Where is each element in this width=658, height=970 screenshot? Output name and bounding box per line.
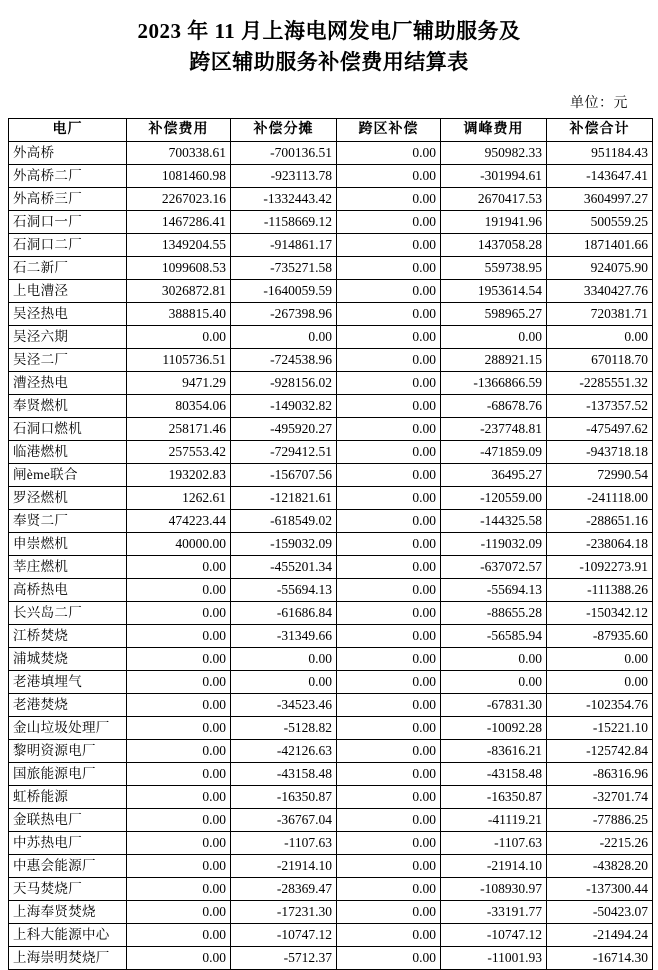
table-row (9, 717, 653, 740)
cell-plant-name: 外高桥二厂 (9, 165, 127, 188)
cell-value: 258171.46 (127, 418, 231, 441)
table-row (9, 602, 653, 625)
cell-plant-name: 长兴岛二厂 (9, 602, 127, 625)
cell-plant-name: 江桥焚烧 (9, 625, 127, 648)
cell-value: 0.00 (127, 648, 231, 671)
cell-value: -943718.18 (547, 441, 653, 464)
table-row (9, 832, 653, 855)
cell-value: 388815.40 (127, 303, 231, 326)
cell-plant-name: 石洞口燃机 (9, 418, 127, 441)
cell-value: 0.00 (337, 878, 441, 901)
table-row (9, 165, 653, 188)
cell-plant-name: 中苏热电厂 (9, 832, 127, 855)
page-title (8, 16, 650, 78)
cell-value: 0.00 (441, 326, 547, 349)
table-row (9, 441, 653, 464)
cell-value: 0.00 (127, 717, 231, 740)
cell-value: -1158669.12 (231, 211, 337, 234)
cell-value: 0.00 (337, 855, 441, 878)
cell-value: 0.00 (337, 326, 441, 349)
cell-value: 0.00 (127, 878, 231, 901)
cell-value: 9471.29 (127, 372, 231, 395)
cell-value: 3340427.76 (547, 280, 653, 303)
cell-value: 0.00 (231, 671, 337, 694)
cell-plant-name: 奉贤二厂 (9, 510, 127, 533)
table-row (9, 855, 653, 878)
cell-value: 0.00 (337, 556, 441, 579)
cell-value: -10092.28 (441, 717, 547, 740)
cell-value: 474223.44 (127, 510, 231, 533)
table-row (9, 947, 653, 970)
cell-value: 193202.83 (127, 464, 231, 487)
cell-value: -67831.30 (441, 694, 547, 717)
cell-value: 0.00 (127, 832, 231, 855)
cell-value: 0.00 (337, 694, 441, 717)
cell-value: 0.00 (127, 579, 231, 602)
cell-plant-name: 上海奉贤焚烧 (9, 901, 127, 924)
cell-plant-name: 金山垃圾处理厂 (9, 717, 127, 740)
cell-plant-name: 上科大能源中心 (9, 924, 127, 947)
table-row (9, 349, 653, 372)
table-row (9, 625, 653, 648)
table-row (9, 280, 653, 303)
cell-plant-name: 上海崇明焚烧厂 (9, 947, 127, 970)
cell-value: -42126.63 (231, 740, 337, 763)
cell-plant-name: 上电漕泾 (9, 280, 127, 303)
table-row (9, 464, 653, 487)
table-row (9, 671, 653, 694)
table-row (9, 418, 653, 441)
cell-value: -108930.97 (441, 878, 547, 901)
cell-value: -43828.20 (547, 855, 653, 878)
table-row (9, 694, 653, 717)
cell-value: 0.00 (231, 326, 337, 349)
table-row (9, 786, 653, 809)
cell-value: -2215.26 (547, 832, 653, 855)
cell-value: 80354.06 (127, 395, 231, 418)
cell-value: -61686.84 (231, 602, 337, 625)
cell-value: -471859.09 (441, 441, 547, 464)
table-row (9, 142, 653, 165)
cell-value: 951184.43 (547, 142, 653, 165)
page-title-line-1: 2023 年 11 月上海电网发电厂辅助服务及 (137, 19, 521, 43)
cell-value: -700136.51 (231, 142, 337, 165)
cell-value: 40000.00 (127, 533, 231, 556)
column-header-compensation-share: 补偿分摊 (231, 119, 337, 142)
cell-value: 0.00 (127, 947, 231, 970)
cell-plant-name: 临港燃机 (9, 441, 127, 464)
cell-value: -119032.09 (441, 533, 547, 556)
table-row (9, 510, 653, 533)
cell-value: 0.00 (127, 740, 231, 763)
cell-value: -137300.44 (547, 878, 653, 901)
cell-value: 2267023.16 (127, 188, 231, 211)
cell-value: 1081460.98 (127, 165, 231, 188)
cell-value: 0.00 (337, 441, 441, 464)
cell-value: -144325.58 (441, 510, 547, 533)
cell-value: 0.00 (127, 602, 231, 625)
cell-value: 0.00 (127, 326, 231, 349)
table-row (9, 556, 653, 579)
cell-plant-name: 老港填埋气 (9, 671, 127, 694)
cell-value: -16350.87 (441, 786, 547, 809)
column-header-cross-region-compensation: 跨区补偿 (337, 119, 441, 142)
cell-value: -125742.84 (547, 740, 653, 763)
cell-value: -923113.78 (231, 165, 337, 188)
cell-plant-name: 浦城焚烧 (9, 648, 127, 671)
cell-plant-name: 天马焚烧厂 (9, 878, 127, 901)
table-header-row (9, 119, 653, 142)
table-row (9, 579, 653, 602)
cell-plant-name: 金联热电厂 (9, 809, 127, 832)
cell-value: -43158.48 (231, 763, 337, 786)
cell-value: 3026872.81 (127, 280, 231, 303)
cell-value: 0.00 (337, 901, 441, 924)
cell-value: -43158.48 (441, 763, 547, 786)
cell-value: -150342.12 (547, 602, 653, 625)
cell-value: -495920.27 (231, 418, 337, 441)
cell-value: -34523.46 (231, 694, 337, 717)
cell-value: -21494.24 (547, 924, 653, 947)
cell-value: -55694.13 (441, 579, 547, 602)
cell-value: 0.00 (337, 947, 441, 970)
cell-plant-name: 申崇燃机 (9, 533, 127, 556)
column-header-plant: 电厂 (9, 119, 127, 142)
table-row (9, 372, 653, 395)
cell-plant-name: 罗泾燃机 (9, 487, 127, 510)
cell-value: -83616.21 (441, 740, 547, 763)
cell-value: -120559.00 (441, 487, 547, 510)
cell-value: 1105736.51 (127, 349, 231, 372)
cell-value: -1092273.91 (547, 556, 653, 579)
cell-value: 1871401.66 (547, 234, 653, 257)
cell-value: 0.00 (337, 234, 441, 257)
cell-value: -55694.13 (231, 579, 337, 602)
cell-value: -1107.63 (441, 832, 547, 855)
cell-value: 288921.15 (441, 349, 547, 372)
cell-value: 0.00 (127, 901, 231, 924)
cell-value: 1099608.53 (127, 257, 231, 280)
cell-value: 559738.95 (441, 257, 547, 280)
cell-value: -15221.10 (547, 717, 653, 740)
cell-value: 0.00 (547, 326, 653, 349)
column-header-peak-regulation-fee: 调峰费用 (441, 119, 547, 142)
cell-value: -41119.21 (441, 809, 547, 832)
cell-value: -111388.26 (547, 579, 653, 602)
cell-plant-name: 奉贤燃机 (9, 395, 127, 418)
cell-plant-name: 黎明资源电厂 (9, 740, 127, 763)
cell-value: 0.00 (337, 671, 441, 694)
cell-value: 0.00 (337, 763, 441, 786)
cell-value: 36495.27 (441, 464, 547, 487)
cell-value: 0.00 (127, 694, 231, 717)
cell-value: -32701.74 (547, 786, 653, 809)
cell-value: 0.00 (337, 303, 441, 326)
cell-value: -237748.81 (441, 418, 547, 441)
cell-value: -5712.37 (231, 947, 337, 970)
cell-plant-name: 中惠会能源厂 (9, 855, 127, 878)
table-row (9, 487, 653, 510)
cell-value: -637072.57 (441, 556, 547, 579)
cell-value: -928156.02 (231, 372, 337, 395)
cell-value: -1366866.59 (441, 372, 547, 395)
cell-value: -1332443.42 (231, 188, 337, 211)
cell-value: -21914.10 (441, 855, 547, 878)
table-row (9, 763, 653, 786)
cell-value: -475497.62 (547, 418, 653, 441)
cell-plant-name: 漕泾热电 (9, 372, 127, 395)
table-row (9, 188, 653, 211)
cell-value: -137357.52 (547, 395, 653, 418)
cell-plant-name: 高桥热电 (9, 579, 127, 602)
cell-value: 1467286.41 (127, 211, 231, 234)
cell-value: 0.00 (337, 349, 441, 372)
cell-value: -31349.66 (231, 625, 337, 648)
cell-value: -729412.51 (231, 441, 337, 464)
cell-value: 0.00 (337, 809, 441, 832)
settlement-table (8, 118, 653, 970)
cell-value: 0.00 (337, 487, 441, 510)
cell-value: -238064.18 (547, 533, 653, 556)
table-row (9, 395, 653, 418)
cell-value: 1953614.54 (441, 280, 547, 303)
table-body (9, 142, 653, 970)
cell-value: -618549.02 (231, 510, 337, 533)
table-row (9, 901, 653, 924)
cell-value: 1437058.28 (441, 234, 547, 257)
cell-value: 0.00 (127, 671, 231, 694)
cell-value: 0.00 (547, 671, 653, 694)
cell-value: 0.00 (231, 648, 337, 671)
cell-value: 191941.96 (441, 211, 547, 234)
cell-value: 500559.25 (547, 211, 653, 234)
cell-value: -156707.56 (231, 464, 337, 487)
cell-value: -77886.25 (547, 809, 653, 832)
cell-value: 0.00 (337, 418, 441, 441)
table-row (9, 809, 653, 832)
cell-plant-name: 莘庄燃机 (9, 556, 127, 579)
cell-value: 0.00 (337, 832, 441, 855)
cell-value: -17231.30 (231, 901, 337, 924)
cell-value: -1107.63 (231, 832, 337, 855)
cell-value: 0.00 (337, 257, 441, 280)
cell-value: 0.00 (337, 188, 441, 211)
cell-value: 257553.42 (127, 441, 231, 464)
cell-value: -267398.96 (231, 303, 337, 326)
cell-value: 0.00 (337, 142, 441, 165)
cell-plant-name: 吴泾热电 (9, 303, 127, 326)
column-header-compensation-total: 补偿合计 (547, 119, 653, 142)
cell-value: -2285551.32 (547, 372, 653, 395)
cell-value: 0.00 (337, 625, 441, 648)
cell-value: 0.00 (337, 510, 441, 533)
cell-value: -241118.00 (547, 487, 653, 510)
table-row (9, 211, 653, 234)
cell-plant-name: 石洞口二厂 (9, 234, 127, 257)
cell-value: 0.00 (127, 786, 231, 809)
cell-value: -10747.12 (231, 924, 337, 947)
cell-value: 0.00 (337, 533, 441, 556)
cell-value: 0.00 (127, 763, 231, 786)
cell-value: -16350.87 (231, 786, 337, 809)
cell-value: -288651.16 (547, 510, 653, 533)
cell-value: -50423.07 (547, 901, 653, 924)
unit-note: 单位：元 (570, 96, 628, 111)
cell-value: -149032.82 (231, 395, 337, 418)
cell-value: 0.00 (127, 809, 231, 832)
cell-plant-name: 吴泾六期 (9, 326, 127, 349)
cell-value: -28369.47 (231, 878, 337, 901)
cell-value: 72990.54 (547, 464, 653, 487)
cell-value: 3604997.27 (547, 188, 653, 211)
cell-value: 0.00 (337, 579, 441, 602)
cell-value: -56585.94 (441, 625, 547, 648)
cell-value: -102354.76 (547, 694, 653, 717)
cell-value: 700338.61 (127, 142, 231, 165)
table-row (9, 533, 653, 556)
cell-value: -455201.34 (231, 556, 337, 579)
cell-plant-name: 闸ème联合 (9, 464, 127, 487)
cell-value: -87935.60 (547, 625, 653, 648)
table-row (9, 648, 653, 671)
cell-value: 0.00 (337, 648, 441, 671)
cell-value: -735271.58 (231, 257, 337, 280)
cell-value: 720381.71 (547, 303, 653, 326)
cell-value: 0.00 (337, 165, 441, 188)
cell-value: -5128.82 (231, 717, 337, 740)
column-header-compensation-fee: 补偿费用 (127, 119, 231, 142)
cell-value: 0.00 (441, 648, 547, 671)
cell-plant-name: 虹桥能源 (9, 786, 127, 809)
cell-value: -1640059.59 (231, 280, 337, 303)
cell-value: -121821.61 (231, 487, 337, 510)
cell-value: 670118.70 (547, 349, 653, 372)
table-row (9, 924, 653, 947)
table-row (9, 234, 653, 257)
cell-value: 2670417.53 (441, 188, 547, 211)
cell-value: 0.00 (547, 648, 653, 671)
cell-value: -21914.10 (231, 855, 337, 878)
cell-value: -86316.96 (547, 763, 653, 786)
cell-value: -36767.04 (231, 809, 337, 832)
cell-value: -11001.93 (441, 947, 547, 970)
cell-plant-name: 石二新厂 (9, 257, 127, 280)
cell-value: 0.00 (337, 786, 441, 809)
cell-value: 0.00 (337, 717, 441, 740)
cell-value: 0.00 (337, 280, 441, 303)
cell-value: 0.00 (337, 602, 441, 625)
cell-value: -68678.76 (441, 395, 547, 418)
cell-value: 0.00 (337, 740, 441, 763)
cell-plant-name: 外高桥三厂 (9, 188, 127, 211)
cell-value: 1262.61 (127, 487, 231, 510)
cell-value: -16714.30 (547, 947, 653, 970)
cell-value: -33191.77 (441, 901, 547, 924)
table-row (9, 257, 653, 280)
cell-value: 0.00 (337, 211, 441, 234)
cell-value: 924075.90 (547, 257, 653, 280)
cell-value: 950982.33 (441, 142, 547, 165)
table-row (9, 326, 653, 349)
cell-value: -914861.17 (231, 234, 337, 257)
cell-plant-name: 吴泾二厂 (9, 349, 127, 372)
cell-value: -88655.28 (441, 602, 547, 625)
page-title-line-2: 跨区辅助服务补偿费用结算表 (189, 50, 469, 74)
cell-value: -301994.61 (441, 165, 547, 188)
cell-value: 1349204.55 (127, 234, 231, 257)
table-row (9, 740, 653, 763)
cell-value: 0.00 (337, 464, 441, 487)
cell-plant-name: 国旅能源电厂 (9, 763, 127, 786)
cell-value: 0.00 (127, 556, 231, 579)
cell-value: 0.00 (337, 924, 441, 947)
cell-value: -10747.12 (441, 924, 547, 947)
table-row (9, 303, 653, 326)
cell-value: -724538.96 (231, 349, 337, 372)
cell-value: 0.00 (441, 671, 547, 694)
cell-plant-name: 老港焚烧 (9, 694, 127, 717)
cell-value: 0.00 (127, 855, 231, 878)
cell-plant-name: 外高桥 (9, 142, 127, 165)
cell-value: 598965.27 (441, 303, 547, 326)
cell-value: 0.00 (127, 625, 231, 648)
cell-value: 0.00 (337, 372, 441, 395)
table-row (9, 878, 653, 901)
cell-plant-name: 石洞口一厂 (9, 211, 127, 234)
cell-value: -159032.09 (231, 533, 337, 556)
cell-value: 0.00 (127, 924, 231, 947)
cell-value: 0.00 (337, 395, 441, 418)
cell-value: -143647.41 (547, 165, 653, 188)
